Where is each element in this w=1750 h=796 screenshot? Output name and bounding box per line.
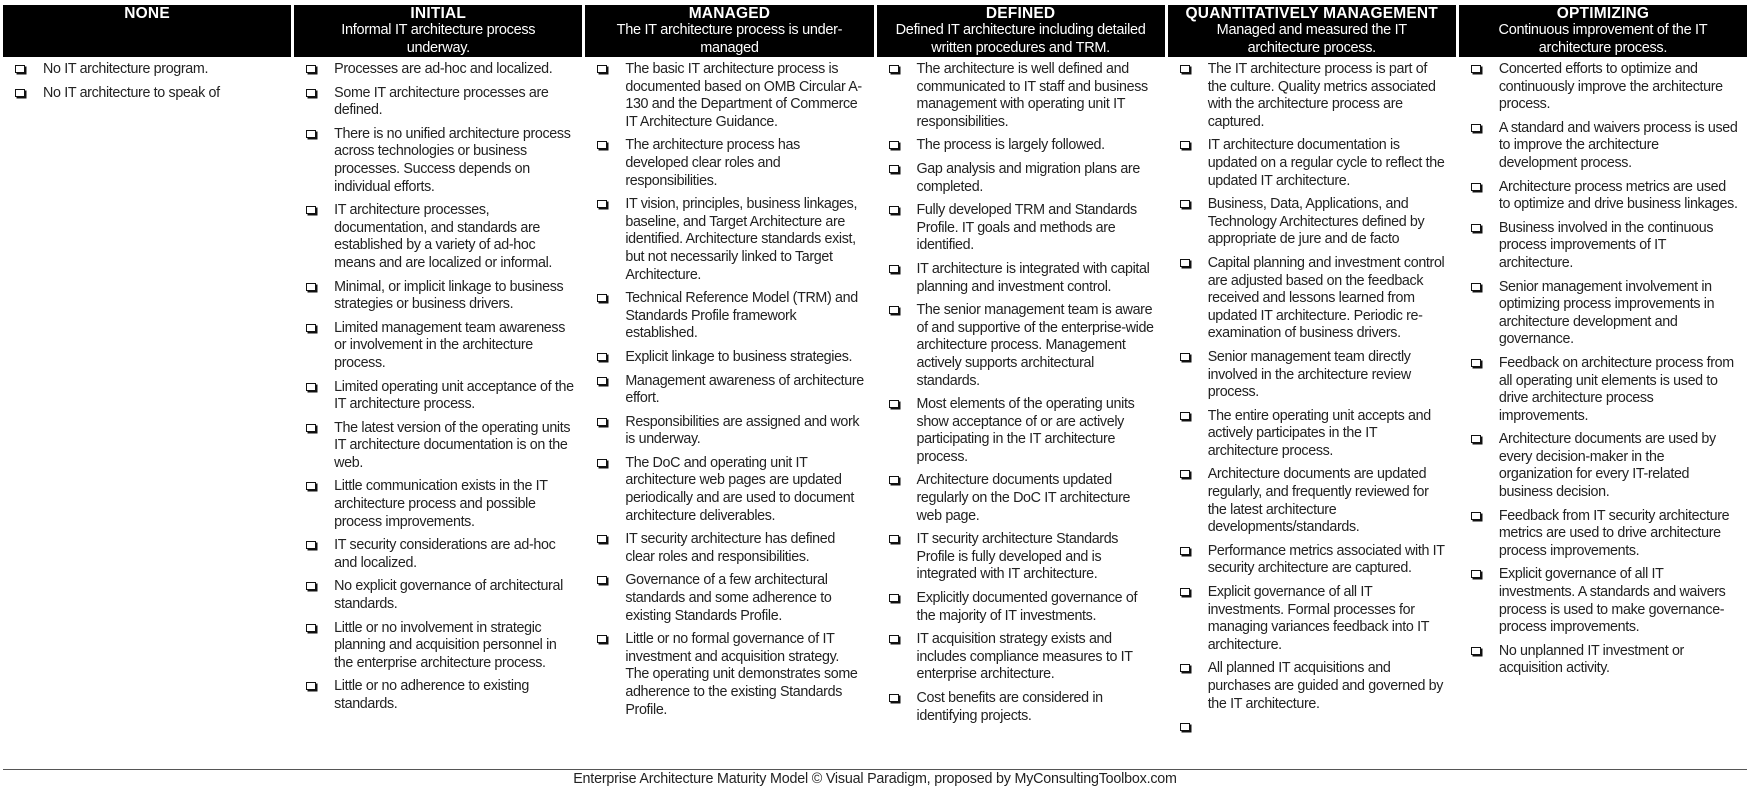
- level-title: NONE: [124, 5, 170, 22]
- checkbox-icon: [306, 383, 316, 391]
- column-header: [877, 5, 1165, 57]
- checkbox-icon: [306, 482, 316, 490]
- list-item: [304, 678, 576, 713]
- criterion-text: No IT architecture program.: [43, 61, 209, 77]
- level-description: Defined IT architecture including detailed written procedures and TRM.: [895, 22, 1146, 56]
- checkbox-icon: [597, 377, 607, 385]
- checkbox-icon: [306, 65, 316, 73]
- checkbox-icon: [306, 624, 316, 632]
- list-item: [304, 578, 576, 613]
- checkbox-icon: [889, 306, 899, 314]
- checkbox-icon: [1180, 547, 1190, 555]
- checkbox-icon: [306, 89, 316, 97]
- criterion-text: Architecture process metrics are used to optimize and drive business linkages.: [1498, 178, 1738, 213]
- checkbox-icon: [1471, 512, 1481, 520]
- list-item: [304, 379, 576, 414]
- list-item: [304, 320, 576, 373]
- criterion-text: Explicitly documented governance of the majority of IT investments.: [916, 590, 1138, 624]
- list-item: [595, 373, 867, 408]
- criterion-text: Little or no involvement in strategic planning and acquisition personnel in the enterprise architecture process.: [334, 619, 557, 671]
- maturity-column-quantitatively-management: [1168, 5, 1456, 737]
- checkbox-icon: [597, 141, 607, 149]
- list-item: [887, 161, 1159, 196]
- criterion-text: Technical Reference Model (TRM) and Standards Profile framework established.: [625, 290, 858, 342]
- criterion-text: Capital planning and investment control are adjusted based on the feedback received and lessons learned from updated IT architecture. Periodic re-examination of business drivers.: [1207, 254, 1445, 342]
- checkbox-icon: [306, 541, 316, 549]
- list-item: [887, 590, 1159, 625]
- checkbox-icon: [597, 294, 607, 302]
- level-title: DEFINED: [985, 5, 1056, 22]
- maturity-column-none: [3, 5, 291, 737]
- list-item: [304, 279, 576, 314]
- checkbox-icon: [1471, 570, 1481, 578]
- criterion-text: Gap analysis and migration plans are completed.: [916, 160, 1140, 195]
- list-item: [304, 537, 576, 572]
- criterion-text: Explicit linkage to business strategies.: [625, 348, 853, 365]
- maturity-column-optimizing: [1459, 5, 1747, 737]
- level-description: Continuous improvement of the IT architecture process.: [1498, 22, 1708, 56]
- criterion-text: IT architecture processes, documentation, and standards are established by a variety of ad-hoc means and are localized or informal.: [334, 202, 553, 271]
- checkbox-icon: [889, 594, 899, 602]
- list-item: [304, 202, 576, 272]
- list-item: [1469, 355, 1741, 425]
- checkbox-icon: [597, 418, 607, 426]
- checkbox-icon: [1180, 412, 1190, 420]
- criterion-text: The basic IT architecture process is documented based on OMB Circular A-130 and the Department of Commerce IT Architecture Guidance.: [625, 61, 862, 130]
- list-item: [595, 572, 867, 625]
- criterion-text: Little or no formal governance of IT investment and acquisition strategy. The operating unit demonstrates some adherence to the existing Standards Profile.: [625, 631, 858, 718]
- criterion-text: Little or no adherence to existing standards.: [334, 678, 529, 712]
- checkbox-icon: [306, 424, 316, 432]
- list-item: [304, 126, 576, 196]
- checkbox-icon: [889, 265, 899, 273]
- list-item: [887, 137, 1159, 155]
- column-header: [1459, 5, 1747, 57]
- criterion-text: Responsibilities are assigned and work is underway.: [625, 413, 860, 448]
- criterion-text: [1208, 719, 1450, 731]
- checkbox-icon: [306, 130, 316, 138]
- list-item: [1178, 61, 1450, 131]
- criterion-text: IT vision, principles, business linkages, baseline, and Target Architecture are identified. Architecture standards exist, but not necessarily linked to Target Architecture.: [625, 196, 858, 283]
- criterion-text: Architecture documents are updated regularly, and frequently reviewed for the latest architecture developments/standards.: [1207, 466, 1429, 536]
- list-item: [1178, 255, 1450, 343]
- list-item: [595, 61, 867, 131]
- list-item: [887, 261, 1159, 296]
- checkbox-icon: [889, 141, 899, 149]
- criterion-text: Concerted efforts to optimize and continuously improve the architecture process.: [1498, 61, 1723, 113]
- criterion-text: Minimal, or implicit linkage to business strategies or business drivers.: [334, 278, 564, 313]
- criteria-list: [1459, 57, 1747, 678]
- checkbox-icon: [889, 535, 899, 543]
- checkbox-icon: [306, 682, 316, 690]
- list-item: [887, 690, 1159, 725]
- criterion-text: The IT architecture process is part of the culture. Quality metrics associated with the architecture process are captured.: [1207, 61, 1436, 130]
- criterion-text: Business, Data, Applications, and Technology Architectures defined by appropriate de jure and de facto: [1207, 196, 1425, 248]
- checkbox-icon: [306, 324, 316, 332]
- checkbox-icon: [597, 200, 607, 208]
- checkbox-icon: [889, 635, 899, 643]
- criterion-text: Feedback from IT security architecture metrics are used to drive architecture process improvements.: [1498, 507, 1730, 559]
- criterion-text: Limited operating unit acceptance of the IT architecture process.: [334, 378, 574, 413]
- checkbox-icon: [1180, 259, 1190, 267]
- criterion-text: Explicit governance of all IT investments. Formal processes for managing variances feedback into IT architecture.: [1207, 584, 1429, 653]
- criterion-text: Little communication exists in the IT architecture process and possible process improvements.: [334, 478, 548, 530]
- list-item: [887, 472, 1159, 525]
- list-item: [304, 620, 576, 673]
- list-item: [1469, 508, 1741, 561]
- list-item: [13, 85, 285, 103]
- list-item: [887, 396, 1159, 466]
- criterion-text: Governance of a few architectural standards and some adherence to existing Standards Profile.: [625, 572, 832, 624]
- checkbox-icon: [597, 635, 607, 643]
- checkbox-icon: [597, 459, 607, 467]
- list-item: [887, 202, 1159, 255]
- column-header: [3, 5, 291, 57]
- checkbox-icon: [889, 165, 899, 173]
- list-item: [887, 302, 1159, 390]
- list-item: [887, 531, 1159, 584]
- criterion-text: Cost benefits are considered in identifying projects.: [916, 690, 1103, 724]
- checkbox-icon: [889, 65, 899, 73]
- level-title: INITIAL: [410, 5, 467, 22]
- checkbox-icon: [1180, 470, 1190, 478]
- list-item: [1469, 220, 1741, 273]
- criterion-text: Performance metrics associated with IT security architecture are captured.: [1207, 542, 1445, 577]
- criterion-text: No explicit governance of architectural standards.: [334, 578, 563, 613]
- list-item: [1178, 584, 1450, 654]
- list-item: [1469, 431, 1741, 501]
- list-item: [1469, 279, 1741, 349]
- checkbox-icon: [1180, 141, 1190, 149]
- criterion-text: The architecture is well defined and communicated to IT staff and business management with operating unit IT responsibilities.: [916, 61, 1148, 130]
- list-item: [1178, 660, 1450, 713]
- list-item: [887, 61, 1159, 131]
- checkbox-icon: [1180, 723, 1190, 731]
- criterion-text: Business involved in the continuous process improvements of IT architecture.: [1498, 219, 1714, 271]
- criterion-text: The DoC and operating unit IT architecture web pages are updated periodically and are used to document architecture deliverables.: [625, 454, 855, 524]
- list-item: [1178, 408, 1450, 461]
- checkbox-icon: [1180, 588, 1190, 596]
- checkbox-icon: [1471, 65, 1481, 73]
- criterion-text: Architecture documents updated regularly on the DoC IT architecture web page.: [916, 472, 1131, 524]
- level-title: OPTIMIZING: [1556, 5, 1650, 22]
- list-item: [304, 420, 576, 473]
- checkbox-icon: [306, 582, 316, 590]
- criterion-text: Fully developed TRM and Standards Profile. IT goals and methods are identified.: [916, 202, 1137, 254]
- criterion-text: There is no unified architecture process across technologies or business processes. Success depends on individual efforts.: [334, 125, 571, 195]
- list-item: [304, 61, 576, 79]
- criterion-text: The architecture process has developed clear roles and responsibilities.: [625, 137, 800, 189]
- list-item: [1469, 61, 1741, 114]
- checkbox-icon: [597, 535, 607, 543]
- list-item: [595, 196, 867, 284]
- list-item: [1469, 643, 1741, 678]
- checkbox-icon: [15, 65, 25, 73]
- criterion-text: Architecture documents are used by every decision-maker in the organization for every IT-related business decision.: [1498, 431, 1716, 501]
- criterion-text: IT security architecture has defined clear roles and responsibilities.: [625, 531, 835, 565]
- list-item: [595, 455, 867, 525]
- criterion-text: Management awareness of architecture effort.: [625, 372, 864, 407]
- criteria-list: [877, 57, 1165, 725]
- level-description: Managed and measured the IT architecture process.: [1216, 22, 1407, 56]
- criterion-text: IT security considerations are ad-hoc and localized.: [334, 537, 556, 571]
- criterion-text: No unplanned IT investment or acquisition activity.: [1498, 642, 1684, 677]
- checkbox-icon: [1471, 283, 1481, 291]
- checkbox-icon: [1471, 647, 1481, 655]
- list-item: [595, 290, 867, 343]
- checkbox-icon: [1180, 353, 1190, 361]
- list-item: [595, 531, 867, 566]
- level-description: The IT architecture process is under-managed: [616, 22, 843, 56]
- checkbox-icon: [1180, 200, 1190, 208]
- criterion-text: Processes are ad-hoc and localized.: [334, 61, 553, 77]
- maturity-column-managed: [585, 5, 873, 737]
- checkbox-icon: [15, 89, 25, 97]
- checkbox-icon: [306, 283, 316, 291]
- list-item: [1178, 466, 1450, 536]
- list-item: [595, 349, 867, 367]
- criterion-text: The senior management team is aware of and supportive of the enterprise-wide architecture process. Management actively supports architectural standards.: [916, 302, 1154, 389]
- criterion-text: The entire operating unit accepts and actively participates in the IT architecture process.: [1207, 407, 1431, 459]
- list-item: [595, 414, 867, 449]
- criterion-text: Limited management team awareness or involvement in the architecture process.: [334, 319, 565, 371]
- checkbox-icon: [1180, 664, 1190, 672]
- level-title: QUANTITATIVELY MANAGEMENT: [1185, 5, 1438, 22]
- checkbox-icon: [597, 353, 607, 361]
- criterion-text: Senior management team directly involved in the architecture review process.: [1207, 348, 1411, 401]
- list-item: [1178, 196, 1450, 249]
- criteria-list: [3, 57, 291, 102]
- criterion-text: IT architecture documentation is updated on a regular cycle to reflect the updated IT architecture.: [1207, 137, 1445, 189]
- level-description: Informal IT architecture process underway.: [341, 22, 536, 56]
- list-item: [1469, 179, 1741, 214]
- checkbox-icon: [1471, 435, 1481, 443]
- criterion-text: A standard and waivers process is used to improve the architecture development process.: [1498, 119, 1738, 171]
- list-item: [304, 478, 576, 531]
- checkbox-icon: [889, 206, 899, 214]
- list-item: [1469, 120, 1741, 173]
- checkbox-icon: [889, 694, 899, 702]
- level-title: MANAGED: [688, 5, 771, 22]
- footer-caption: Enterprise Architecture Maturity Model © Visual Paradigm, proposed by MyConsultingToolbox.com: [573, 771, 1177, 787]
- footer-divider: [3, 769, 1747, 770]
- list-item: [887, 631, 1159, 684]
- maturity-model-table: [3, 5, 1747, 737]
- list-item: [1178, 719, 1450, 731]
- criterion-text: Some IT architecture processes are defined.: [334, 84, 549, 119]
- checkbox-icon: [1471, 224, 1481, 232]
- criterion-text: IT architecture is integrated with capital planning and investment control.: [916, 260, 1150, 295]
- criterion-text: The process is largely followed.: [916, 137, 1105, 154]
- checkbox-icon: [1471, 359, 1481, 367]
- list-item: [13, 61, 285, 79]
- criterion-text: IT security architecture Standards Profile is fully developed and is integrated with IT architecture.: [916, 531, 1119, 583]
- criterion-text: Most elements of the operating units show acceptance of or are actively participating in the IT architecture process.: [916, 396, 1135, 465]
- list-item: [1178, 349, 1450, 402]
- criterion-text: Explicit governance of all IT investments. A standards and waivers process is used to make governance-process improvements.: [1498, 566, 1726, 636]
- list-item: [595, 631, 867, 719]
- list-item: [595, 137, 867, 190]
- list-item: [1178, 543, 1450, 578]
- criterion-text: Senior management involvement in optimizing process improvements in architecture development and governance.: [1498, 278, 1715, 348]
- checkbox-icon: [1471, 124, 1481, 132]
- maturity-column-defined: [877, 5, 1165, 737]
- checkbox-icon: [1471, 183, 1481, 191]
- column-header: [1168, 5, 1456, 57]
- criterion-text: The latest version of the operating units IT architecture documentation is on the web.: [334, 419, 571, 471]
- checkbox-icon: [597, 65, 607, 73]
- checkbox-icon: [889, 476, 899, 484]
- criterion-text: IT acquisition strategy exists and includes compliance measures to IT enterprise architecture.: [916, 631, 1133, 683]
- checkbox-icon: [1180, 65, 1190, 73]
- criterion-text: No IT architecture to speak of: [43, 84, 220, 101]
- list-item: [1469, 566, 1741, 636]
- column-header: [585, 5, 873, 57]
- list-item: [1178, 137, 1450, 190]
- checkbox-icon: [889, 400, 899, 408]
- criterion-text: Feedback on architecture process from all operating unit elements is used to drive architecture process improvements.: [1498, 354, 1734, 424]
- checkbox-icon: [306, 206, 316, 214]
- maturity-column-initial: [294, 5, 582, 737]
- criteria-list: [294, 57, 582, 714]
- criteria-list: [585, 57, 873, 719]
- checkbox-icon: [597, 576, 607, 584]
- criteria-list: [1168, 57, 1456, 731]
- column-header: [294, 5, 582, 57]
- criterion-text: All planned IT acquisitions and purchases are guided and governed by the IT architecture.: [1207, 660, 1444, 712]
- list-item: [304, 85, 576, 120]
